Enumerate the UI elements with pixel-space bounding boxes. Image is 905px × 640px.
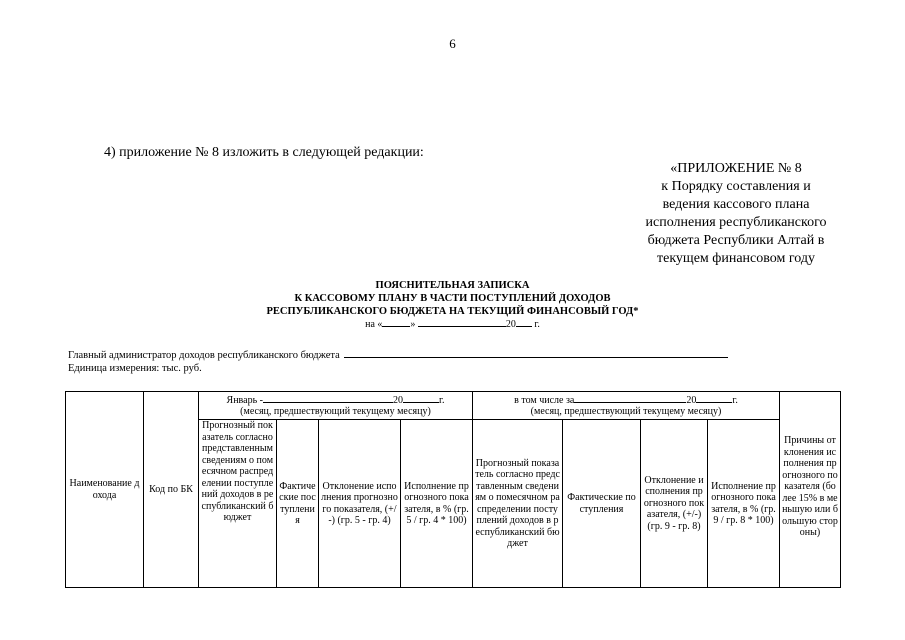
instruction-text: 4) приложение № 8 изложить в следующей редакции: <box>104 145 424 160</box>
year-blank <box>516 318 532 327</box>
appendix-line: текущем финансовом году <box>657 251 815 266</box>
g2-execution-header: Исполнение прогнозного показателя, в % (гр. 9 / гр. 8 * 100) <box>708 420 780 588</box>
unit-label: Единица измерения: тыс. руб. <box>68 363 202 374</box>
day-blank <box>382 318 410 327</box>
document-meta <box>68 348 728 375</box>
appendix-header <box>630 160 842 268</box>
group2-note: (месяц, предшествующий текущему месяцу) <box>530 406 722 417</box>
page-number: 6 <box>449 36 456 51</box>
g1-actual-header: Фактические поступления <box>277 420 319 588</box>
g1-deviation-header: Отклонение исполнения прогнозного показателя, (+/-) (гр. 5 - гр. 4) <box>319 420 401 588</box>
document-title <box>0 279 905 331</box>
date-suffix: г. <box>534 319 540 330</box>
admin-blank <box>344 348 728 358</box>
title-line-1: ПОЯСНИТЕЛЬНАЯ ЗАПИСКА <box>375 280 530 291</box>
title-line-2: К КАССОВОМУ ПЛАНУ В ЧАСТИ ПОСТУПЛЕНИЙ ДОХОДОВ <box>294 293 611 304</box>
appendix-line: ведения кассового плана <box>662 197 810 212</box>
reasons-header: Причины отклонения исполнения прогнозного показателя (более 15% в меньшую или большую стороны) <box>780 392 841 588</box>
title-date <box>0 318 905 331</box>
g1-execution-header: Исполнение прогнозного показателя, в % (гр. 5 / гр. 4 * 100) <box>401 420 473 588</box>
g1-forecast-header: Прогнозный показатель согласно представленным сведениям о помесячном распределении поступлений доходов в республиканский бюджет <box>199 420 277 588</box>
group2-header <box>473 392 780 420</box>
group2-period: в том числе за 20 г. <box>514 394 738 406</box>
col-name-header: Наименование дохода <box>66 392 144 588</box>
appendix-line: «ПРИЛОЖЕНИЕ № 8 <box>670 161 802 176</box>
admin-label: Главный администратор доходов республиканского бюджета <box>68 350 340 361</box>
date-mid: » <box>410 319 416 330</box>
date-prefix: на « <box>365 319 383 330</box>
group1-period: Январь - 20 г. <box>226 394 445 406</box>
col-code-header: Код по БК <box>144 392 199 588</box>
appendix-line: исполнения республиканского <box>645 215 827 230</box>
date-year: 20 <box>505 319 516 330</box>
group1-note: (месяц, предшествующий текущему месяцу) <box>240 406 431 417</box>
g2-actual-header: Фактические поступления <box>563 420 641 588</box>
report-table <box>65 391 841 588</box>
admin-row <box>68 348 728 362</box>
appendix-line: к Порядку составления и <box>661 179 811 194</box>
g2-deviation-header: Отклонение исполнения прогнозного показателя, (+/-) (гр. 9 - гр. 8) <box>641 420 708 588</box>
g2-forecast-header: Прогнозный показатель согласно представленным сведениям о помесячном распределении поступлений доходов в республиканский бюджет <box>473 420 563 588</box>
month-blank <box>418 318 506 327</box>
group1-header <box>199 392 473 420</box>
appendix-line: бюджета Республики Алтай в <box>647 233 825 248</box>
title-line-3: РЕСПУБЛИКАНСКОГО БЮДЖЕТА НА ТЕКУЩИЙ ФИНАНСОВЫЙ ГОД* <box>266 306 639 317</box>
